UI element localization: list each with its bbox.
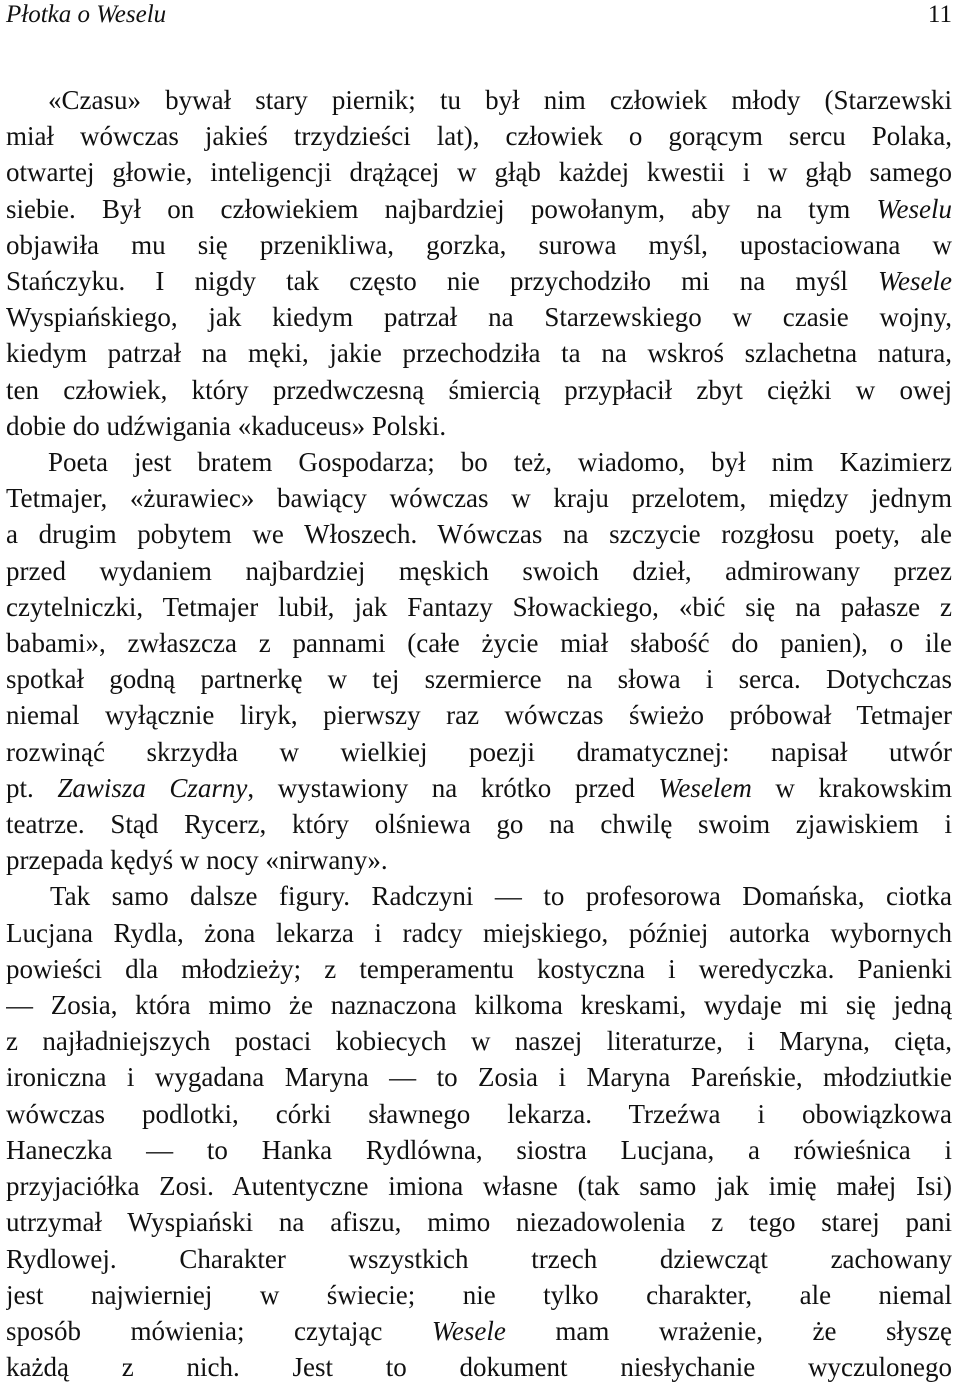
text-line: teatrze. Stąd Rycerz, który olśniewa go na chwilę swoim zjawiskiem i xyxy=(6,809,952,840)
text-line: — Zosia, która mimo że naznaczona kilkoma kreskami, wydaje mi się jedną xyxy=(6,990,952,1021)
text-line: czytelniczki, Tetmajer lubił, jak Fantazy Słowackiego, «bić się na pałasze z xyxy=(6,591,952,622)
text-line: Tetmajer, «żurawiec» bawiący wówczas w kraju przelotem, między jednym xyxy=(6,483,952,514)
text-line: przed wydaniem najbardziej męskich swoich dzieł, admirowany przez xyxy=(6,555,952,586)
text-line: miał wówczas jakieś trzydzieści lat), człowiek o gorącym sercu Polaka, xyxy=(6,121,952,152)
text-line: każdą z nich. Jest to dokument niesłychanie wyczulonego xyxy=(6,1352,952,1383)
text-line: «Czasu» bywał stary piernik; tu był nim człowiek młody (Starzewski xyxy=(48,85,952,115)
text-line: Tak samo dalsze figury. Radczyni — to profesorowa Domańska, ciotka xyxy=(50,881,952,912)
text-line: pt. Zawisza Czarny, wystawiony na krótko przed Weselem w krakowskim xyxy=(6,772,952,803)
text-line: dobie do udźwigania «kaduceus» Polski. xyxy=(6,410,447,441)
text-line: Stańczyku. I nigdy tak często nie przychodziło mi na myśl Wesele xyxy=(6,266,952,297)
text-line: objawiła mu się przenikliwa, gorzka, surowa myśl, upostaciowana w xyxy=(6,229,952,260)
text-line: rozwinąć skrzydła w wielkiej poezji dramatycznej: napisał utwór xyxy=(6,736,952,767)
text-line: wówczas podlotki, córki sławnego lekarza. Trzeźwa i obowiązkowa xyxy=(6,1098,952,1129)
text-line: Lucjana Rydla, żona lekarza i radcy miejskiego, później autorka wybornych xyxy=(6,917,952,948)
text-line: Poeta jest bratem Gospodarza; bo też, wiadomo, był nim Kazimierz xyxy=(48,447,952,478)
text-line: z najładniejszych postaci kobiecych w naszej literaturze, i Maryna, cięta, xyxy=(6,1026,952,1057)
text-line: powieści dla młodzieży; z temperamentu kostyczna i weredyczka. Panienki xyxy=(6,953,952,984)
text-line: Wyspiańskiego, jak kiedym patrzał na Starzewskiego w czasie wojny, xyxy=(6,302,952,333)
text-line: a drugim pobytem we Włoszech. Wówczas na szczycie rozgłosu poety, ale xyxy=(6,519,952,550)
text-line: utrzymał Wyspiański na afiszu, mimo niezadowolenia z tego starej pani xyxy=(6,1207,952,1238)
text-line: przyjaciółka Zosi. Autentyczne imiona własne (tak samo jak imię małej Isi) xyxy=(6,1171,952,1202)
body-text xyxy=(6,82,952,1385)
text-line: Haneczka — to Hanka Rydlówna, siostra Lucjana, a rówieśnica i xyxy=(6,1134,952,1165)
text-line: kiedym patrzał na męki, jakie przechodziła ta na wskroś szlachetna natura, xyxy=(6,338,952,369)
text-line: jest najwierniej w świecie; nie tylko charakter, ale niemal xyxy=(6,1279,952,1310)
text-line: sposób mówienia; czytając Wesele mam wrażenie, że słyszę xyxy=(6,1315,952,1346)
page-header xyxy=(6,0,952,36)
text-line: ten człowiek, który przedwczesną śmiercią przypłacił zbyt ciężki w owej xyxy=(6,374,952,405)
text-line: niemal wyłącznie liryk, pierwszy raz wówczas świeżo próbował Tetmajer xyxy=(6,700,952,731)
text-line: ironiczna i wygadana Maryna — to Zosia i Maryna Pareńskie, młodziutkie xyxy=(6,1062,952,1093)
text-line: Rydlowej. Charakter wszystkich trzech dziewcząt zachowany xyxy=(6,1243,952,1274)
text-line: siebie. Był on człowiekiem najbardziej powołanym, aby na tym Weselu xyxy=(6,193,952,224)
text-line: spotkał godną partnerkę w tej szermierce na słowa i serca. Dotychczas xyxy=(6,664,952,695)
text-line: babami», zwłaszcza z pannami (całe życie miał słabość do panien), o ile xyxy=(6,628,952,659)
text-line: otwartej głowie, inteligencji drążącej w głąb każdej kwestii i w głąb samego xyxy=(6,157,952,188)
text-line: przepada kędyś w nocy «nirwany». xyxy=(6,845,388,876)
running-title: Płotka o Weselu xyxy=(6,1,167,28)
page-number: 11 xyxy=(927,1,952,28)
